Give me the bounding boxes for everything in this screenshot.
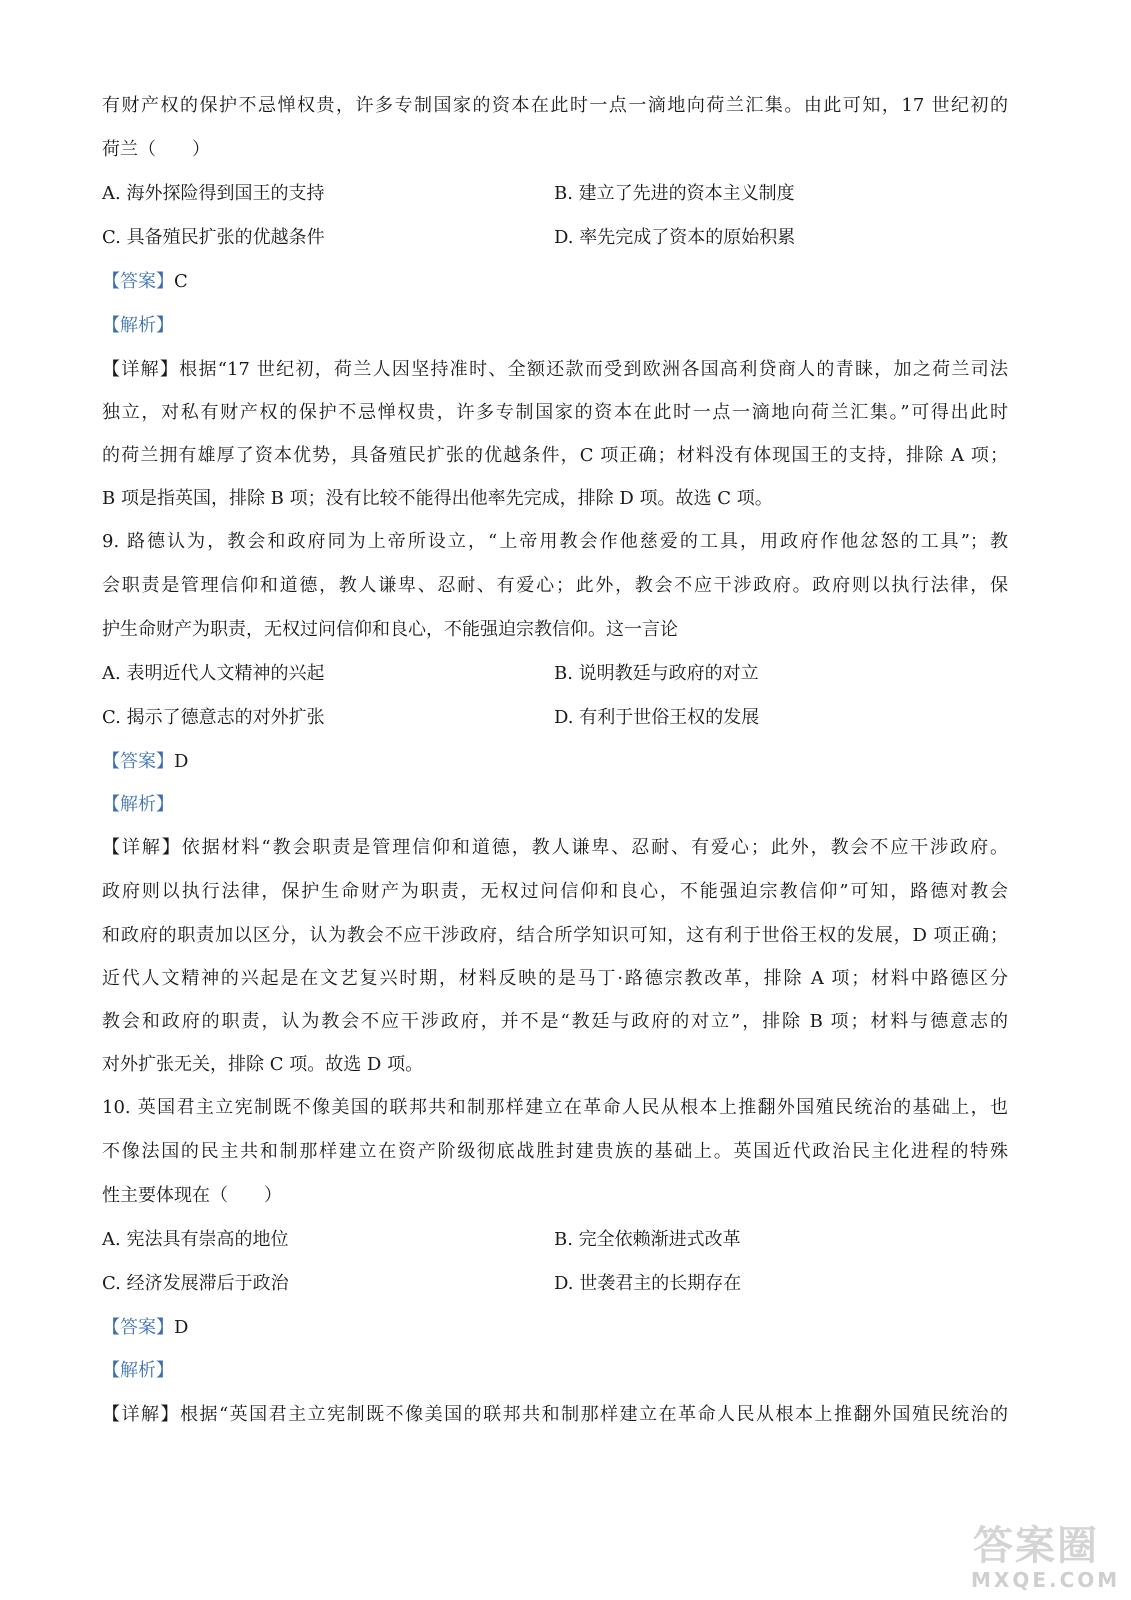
q9-detail-line-5: 教会和政府的职责，认为教会不应干涉政府，并不是“教廷与政府的对立”，排除 B 项；材料与德意志的 (102, 1011, 1008, 1032)
q9-option-b: B. 说明教廷与政府的对立 (554, 663, 759, 684)
q8-stem-line-1: 有财产权的保护不忌惮权贵，许多专制国家的资本在此时一点一滴地向荷兰汇集。由此可知，17 世纪初的 (102, 95, 1008, 116)
q10-option-d: D. 世袭君主的长期存在 (554, 1273, 742, 1294)
q9-option-d: D. 有利于世俗王权的发展 (554, 707, 760, 728)
q8-answer (102, 270, 1008, 294)
watermark-domain: MXQE.COM (971, 1568, 1121, 1592)
answer-value: C (174, 271, 188, 292)
q8-analysis-heading (102, 314, 1008, 338)
detail-tag: 【详解】 (102, 837, 182, 858)
q8-detail-line-2: 独立，对私有财产权的保护不忌惮权贵，许多专制国家的资本在此时一点一滴地向荷兰汇集。”可得出此时 (102, 402, 1008, 423)
analysis-tag: 【解析】 (102, 315, 174, 336)
watermark-title: 答案圈 (973, 1523, 1099, 1569)
q10-stem-line-3: 性主要体现在（ ） (102, 1185, 282, 1206)
q8-detail-line-3: 的荷兰拥有雄厚了资本优势，具备殖民扩张的优越条件，C 项正确；材料没有体现国王的支持，排除 A 项； (102, 445, 1008, 466)
q10-option-a: A. 宪法具有崇高的地位 (102, 1229, 289, 1250)
q8-option-b: B. 建立了先进的资本主义制度 (554, 183, 795, 204)
q8-option-a: A. 海外探险得到国王的支持 (102, 183, 325, 204)
q9-detail-line-3: 和政府的职责加以区分，认为教会不应干涉政府，结合所学知识可知，这有利于世俗王权的发展，D 项正确； (102, 925, 1008, 946)
q9-detail-line-2: 政府则以执行法律，保护生命财产为职责，无权过问信仰和良心，不能强迫宗教信仰”可知，路德对教会 (102, 881, 1008, 902)
q9-option-c: C. 揭示了德意志的对外扩张 (102, 707, 325, 728)
detail-tag: 【详解】 (102, 359, 180, 380)
q9-stem-line-1: 9. 路德认为，教会和政府同为上帝所设立，“上帝用教会作他慈爱的工具，用政府作他忿怒的工具”；教 (102, 531, 1008, 552)
detail-text: 根据“17 世纪初，荷兰人因坚持准时、全额还款而受到欧洲各国高利贷商人的青睐，加之荷兰司法 (179, 359, 1008, 380)
analysis-tag: 【解析】 (102, 1360, 174, 1381)
analysis-tag: 【解析】 (102, 794, 174, 815)
q9-stem-line-3: 护生命财产为职责，无权过问信仰和良心，不能强迫宗教信仰。这一言论 (102, 619, 678, 640)
answer-tag: 【答案】 (102, 1317, 174, 1338)
q9-answer (102, 750, 1008, 774)
detail-text: 根据“英国君主立宪制既不像美国的联邦共和制那样建立在革命人民从根本上推翻外国殖民统治的 (179, 1404, 1008, 1425)
q10-stem-line-2: 不像法国的民主共和制那样建立在资产阶级彻底战胜封建贵族的基础上。英国近代政治民主化进程的特殊 (102, 1141, 1008, 1162)
q8-option-d: D. 率先完成了资本的原始积累 (554, 227, 796, 248)
q10-option-c: C. 经济发展滞后于政治 (102, 1273, 289, 1294)
q10-stem-line-1: 10. 英国君主立宪制既不像美国的联邦共和制那样建立在革命人民从根本上推翻外国殖民统治的基础上，也 (102, 1097, 1008, 1118)
answer-tag: 【答案】 (102, 751, 174, 772)
answer-tag: 【答案】 (102, 271, 174, 292)
q8-stem-line-2: 荷兰（ ） (102, 139, 210, 160)
q9-detail-line-4: 近代人文精神的兴起是在文艺复兴时期，材料反映的是马丁·路德宗教改革，排除 A 项；材料中路德区分 (102, 968, 1008, 989)
q10-detail-line-1 (102, 1403, 1008, 1427)
q9-detail-line-6: 对外扩张无关，排除 C 项。故选 D 项。 (102, 1054, 424, 1075)
detail-tag: 【详解】 (102, 1404, 180, 1425)
q9-option-a: A. 表明近代人文精神的兴起 (102, 663, 325, 684)
q8-detail-line-1 (102, 358, 1008, 382)
answer-value: D (174, 1317, 189, 1338)
answer-value: D (174, 751, 189, 772)
detail-text: 依据材料“教会职责是管理信仰和道德，教人谦卑、忍耐、有爱心；此外，教会不应干涉政府。 (181, 837, 1008, 858)
q9-analysis-heading (102, 793, 1008, 817)
q9-stem-line-2: 会职责是管理信仰和道德，教人谦卑、忍耐、有爱心；此外，教会不应干涉政府。政府则以执行法律，保 (102, 575, 1008, 596)
q8-detail-line-4: B 项是指英国，排除 B 项；没有比较不能得出他率先完成，排除 D 项。故选 C 项。 (102, 488, 773, 509)
q8-option-c: C. 具备殖民扩张的优越条件 (102, 227, 325, 248)
q9-detail-line-1 (102, 836, 1008, 860)
q10-analysis-heading (102, 1359, 1008, 1383)
q10-answer (102, 1316, 1008, 1340)
watermark-logo (967, 1523, 1121, 1594)
q10-option-b: B. 完全依赖渐进式改革 (554, 1229, 741, 1250)
